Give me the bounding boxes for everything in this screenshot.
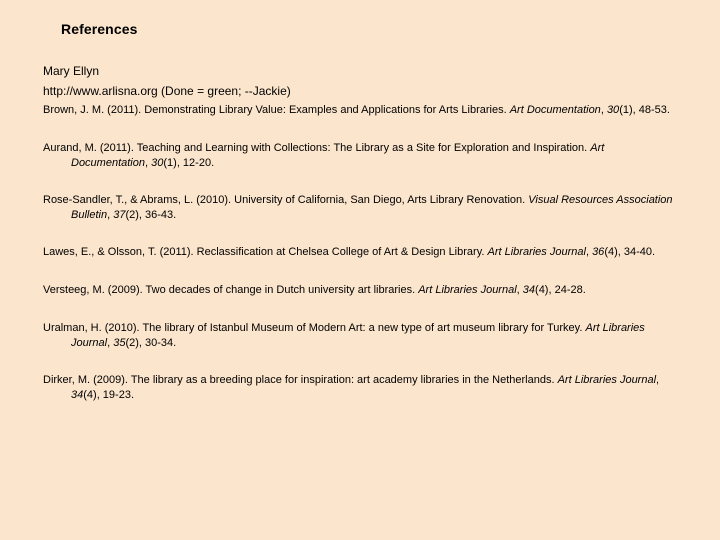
- reference-item: [43, 373, 683, 403]
- reference-volume: 34: [71, 389, 84, 401]
- author-line: Mary Ellyn: [43, 64, 100, 78]
- reference-sep: ,: [600, 104, 607, 116]
- reference-volume: 35: [113, 337, 126, 349]
- reference-source: Art Documentation: [71, 142, 605, 169]
- reference-source: Art Libraries Journal: [71, 322, 645, 349]
- reference-source: Visual Resources Association Bulletin: [71, 194, 673, 221]
- reference-source: Art Libraries Journal: [418, 284, 517, 296]
- reference-text: Lawes, E., & Olsson, T. (2011). Reclassification at Chelsea College of Art & Design Library.: [43, 246, 488, 258]
- reference-sep: ,: [656, 374, 660, 386]
- reference-sep: ,: [107, 337, 114, 349]
- reference-text: Uralman, H. (2010). The library of Istanbul Museum of Modern Art: a new type of art museum library for Turkey.: [43, 322, 586, 334]
- reference-text: Aurand, M. (2011). Teaching and Learning with Collections: The Library as a Site for Exploration and Inspiration.: [43, 142, 591, 154]
- url-line: http://www.arlisna.org (Done = green; --Jackie): [43, 84, 291, 98]
- reference-pages: (4), 34-40.: [604, 246, 656, 258]
- reference-item: [43, 283, 683, 298]
- reference-item: [43, 321, 683, 351]
- reference-item: [43, 193, 683, 223]
- reference-text: Rose-Sandler, T., & Abrams, L. (2010). University of California, San Diego, Arts Library Renovation.: [43, 194, 529, 206]
- reference-item: [43, 141, 683, 171]
- reference-volume: 34: [522, 284, 536, 296]
- reference-pages: (1), 12-20.: [163, 157, 215, 169]
- slide-title: References: [61, 21, 138, 37]
- reference-pages: (4), 24-28.: [535, 284, 586, 296]
- reference-item: [43, 103, 683, 118]
- reference-item: [43, 245, 683, 260]
- reference-text: Brown, J. M. (2011). Demonstrating Library Value: Examples and Applications for Arts Libraries.: [43, 104, 510, 116]
- reference-sep: ,: [107, 209, 114, 221]
- reference-sep: ,: [145, 157, 152, 169]
- reference-pages: (2), 36-43.: [125, 209, 177, 221]
- reference-pages: (2), 30-34.: [125, 337, 177, 349]
- reference-source: Art Libraries Journal: [487, 246, 586, 258]
- reference-sep: ,: [585, 246, 593, 258]
- reference-volume: 37: [113, 209, 126, 221]
- reference-volume: 36: [592, 246, 605, 258]
- reference-volume: 30: [151, 157, 164, 169]
- reference-source: Art Libraries Journal: [557, 374, 657, 386]
- reference-text: Versteeg, M. (2009). Two decades of change in Dutch university art libraries.: [43, 284, 419, 296]
- reference-source: Art Documentation: [509, 104, 601, 116]
- reference-pages: (1), 48-53.: [619, 104, 670, 116]
- reference-pages: (4), 19-23.: [83, 389, 134, 401]
- reference-sep: ,: [516, 284, 523, 296]
- reference-text: Dirker, M. (2009). The library as a breeding place for inspiration: art academy libraries in the Netherlands.: [43, 374, 558, 386]
- reference-volume: 30: [606, 104, 620, 116]
